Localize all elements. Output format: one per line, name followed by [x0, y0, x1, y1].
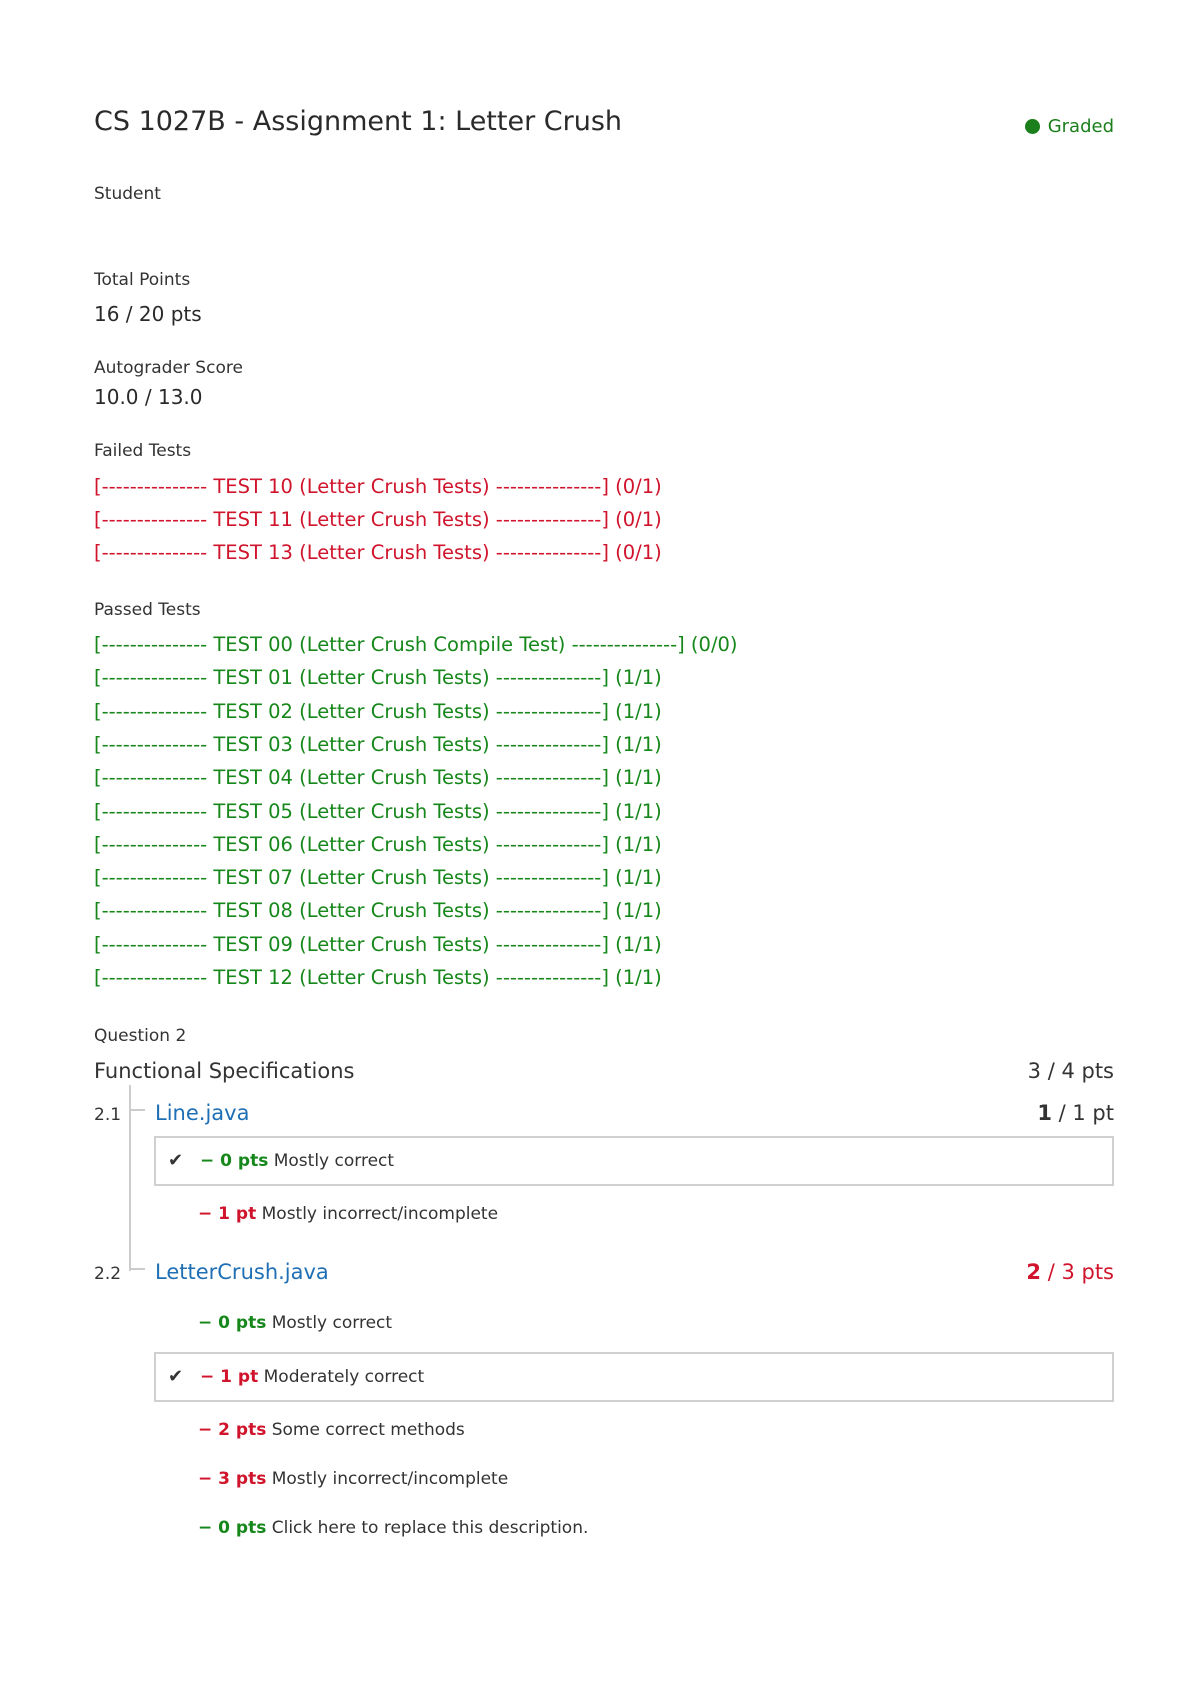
rubric-description: Mostly correct — [268, 1151, 395, 1171]
student-label: Student — [94, 184, 161, 204]
rubric-description: Some correct methods — [266, 1420, 465, 1440]
question-2-label: Question 2 — [94, 1026, 187, 1046]
passed-test-item: [--------------- TEST 04 (Letter Crush Tests) ---------------] (1/1) — [94, 766, 662, 789]
rubric-description: Moderately correct — [258, 1367, 425, 1387]
passed-tests-label: Passed Tests — [94, 600, 201, 620]
failed-test-item: [--------------- TEST 10 (Letter Crush Tests) ---------------] (0/1) — [94, 475, 662, 498]
rubric-description: Mostly incorrect/incomplete — [266, 1469, 509, 1489]
rubric-points: − 0 pts — [198, 1313, 267, 1333]
passed-test-item: [--------------- TEST 09 (Letter Crush Tests) ---------------] (1/1) — [94, 933, 662, 956]
question-points: 3 / 4 pts — [1027, 1059, 1114, 1083]
autograder-score-label: Autograder Score — [94, 358, 243, 378]
rubric-item[interactable] — [154, 1189, 1114, 1239]
total-points-value: 16 / 20 pts — [94, 302, 202, 326]
autograder-score-value: 10.0 / 13.0 — [94, 385, 203, 409]
passed-test-item: [--------------- TEST 02 (Letter Crush Tests) ---------------] (1/1) — [94, 700, 662, 723]
passed-test-item: [--------------- TEST 03 (Letter Crush Tests) ---------------] (1/1) — [94, 733, 662, 756]
failed-test-item: [--------------- TEST 13 (Letter Crush Tests) ---------------] (0/1) — [94, 541, 662, 564]
rubric-item[interactable] — [154, 1298, 1114, 1348]
subquestion-link-line-java[interactable]: Line.java — [155, 1101, 250, 1125]
subquestion-points — [1037, 1101, 1114, 1125]
rubric-item[interactable] — [154, 1405, 1114, 1455]
passed-test-item: [--------------- TEST 06 (Letter Crush Tests) ---------------] (1/1) — [94, 833, 662, 856]
rubric-points: − 0 pts — [198, 1518, 267, 1538]
rubric-description: Click here to replace this description. — [266, 1518, 589, 1538]
rubric-description: Mostly correct — [266, 1313, 393, 1333]
page-title: CS 1027B - Assignment 1: Letter Crush — [94, 106, 623, 137]
rubric-item[interactable] — [154, 1503, 1114, 1553]
subquestion-total: / 1 pt — [1051, 1101, 1114, 1125]
passed-test-item: [--------------- TEST 07 (Letter Crush Tests) ---------------] (1/1) — [94, 866, 662, 889]
outline-tree-line — [129, 1085, 131, 1271]
passed-test-item: [--------------- TEST 12 (Letter Crush Tests) ---------------] (1/1) — [94, 966, 662, 989]
rubric-description: Mostly incorrect/incomplete — [256, 1204, 499, 1224]
subquestion-points — [1026, 1260, 1114, 1284]
rubric-item-applied[interactable] — [154, 1352, 1114, 1402]
rubric-points: − 3 pts — [198, 1469, 267, 1489]
passed-test-item: [--------------- TEST 01 (Letter Crush Tests) ---------------] (1/1) — [94, 666, 662, 689]
status-label: Graded — [1047, 116, 1114, 137]
rubric-item-applied[interactable] — [154, 1136, 1114, 1186]
outline-tree-branch — [129, 1268, 145, 1270]
status-dot-icon — [1025, 119, 1040, 134]
rubric-points: − 0 pts — [200, 1151, 269, 1171]
status-badge — [1025, 116, 1114, 137]
question-title: Functional Specifications — [94, 1059, 355, 1083]
rubric-item[interactable] — [154, 1454, 1114, 1504]
subquestion-number: 2.1 — [94, 1105, 122, 1125]
check-icon: ✔ — [168, 1366, 184, 1387]
passed-test-item: [--------------- TEST 00 (Letter Crush Compile Test) ---------------] (0/0) — [94, 633, 738, 656]
rubric-points: − 2 pts — [198, 1420, 267, 1440]
outline-tree-branch — [129, 1109, 145, 1111]
passed-test-item: [--------------- TEST 08 (Letter Crush Tests) ---------------] (1/1) — [94, 899, 662, 922]
rubric-points: − 1 pt — [198, 1204, 257, 1224]
failed-test-item: [--------------- TEST 11 (Letter Crush Tests) ---------------] (0/1) — [94, 508, 662, 531]
subquestion-link-lettercrush-java[interactable]: LetterCrush.java — [155, 1260, 329, 1284]
subquestion-number: 2.2 — [94, 1264, 122, 1284]
subquestion-total: / 3 pts — [1041, 1260, 1114, 1284]
subquestion-score: 1 — [1037, 1101, 1052, 1125]
failed-tests-label: Failed Tests — [94, 441, 192, 461]
passed-test-item: [--------------- TEST 05 (Letter Crush Tests) ---------------] (1/1) — [94, 800, 662, 823]
subquestion-score: 2 — [1026, 1260, 1042, 1284]
total-points-label: Total Points — [94, 270, 191, 290]
check-icon: ✔ — [168, 1150, 184, 1171]
rubric-points: − 1 pt — [200, 1367, 259, 1387]
